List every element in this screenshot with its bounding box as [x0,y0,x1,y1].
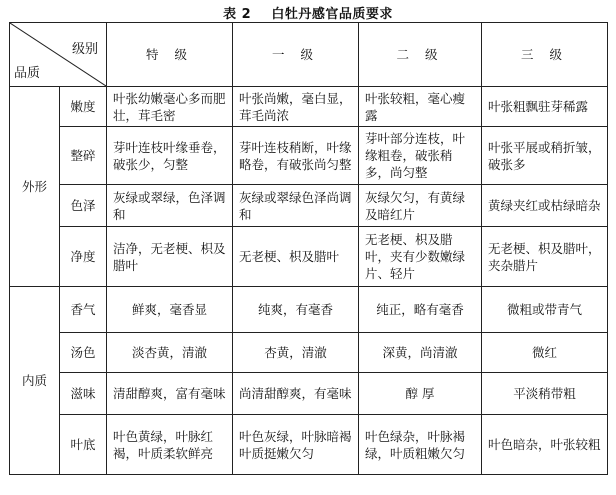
table-cell: 平淡稍带粗 [482,373,608,415]
table-cell: 醇 厚 [359,373,482,415]
grade-header-special: 特 级 [107,23,233,87]
table-cell: 清甜醇爽，富有毫味 [107,373,233,415]
table-cell: 微粗或带青气 [482,287,608,333]
attribute-infused-leaf: 叶底 [60,415,107,475]
attribute-liquor-color: 汤色 [60,333,107,373]
table-row [10,333,608,373]
table-cell: 纯正，略有毫香 [359,287,482,333]
grade-header-second: 二 级 [359,23,482,87]
table-cell: 叶张尚嫩，毫白显，茸毛尚浓 [233,87,359,127]
header-row [10,23,608,87]
attribute-aroma: 香气 [60,287,107,333]
table-row [10,127,608,185]
table-cell: 灰绿欠匀，有黄绿及暗红片 [359,185,482,227]
table-cell: 叶张幼嫩毫心多而肥壮，茸毛密 [107,87,233,127]
table-cell: 黄绿夹红或枯绿暗杂 [482,185,608,227]
table-cell: 叶张较粗，毫心瘦露 [359,87,482,127]
attribute-tenderness: 嫩度 [60,87,107,127]
corner-label-quality: 品质 [14,66,41,81]
table-cell: 微红 [482,333,608,373]
table-cell: 尚清甜醇爽，有毫味 [233,373,359,415]
table-cell: 深黄，尚清澈 [359,333,482,373]
table-cell: 芽叶连枝稍断，叶缘略卷，有破张尚匀整 [233,127,359,185]
tea-quality-table [9,22,608,475]
attribute-cleanliness: 净度 [60,227,107,287]
table-cell: 叶张粗飘驻芽稀露 [482,87,608,127]
table-caption: 表 2 白牡丹感官品质要求 [223,7,393,22]
table-cell: 纯爽，有毫香 [233,287,359,333]
table-cell: 灰绿或翠绿，色泽调和 [107,185,233,227]
corner-label-grade: 级别 [71,42,98,57]
table-cell: 叶色绿杂，叶脉褐绿，叶质粗嫩欠匀 [359,415,482,475]
table-cell: 淡杏黄，清澈 [107,333,233,373]
table-cell: 芽叶部分连枝，叶缘粗卷，破张稍多，尚匀整 [359,127,482,185]
table-cell: 芽叶连枝叶缘垂卷，破张少，匀整 [107,127,233,185]
table-row [10,227,608,287]
table-cell: 杏黄，清澈 [233,333,359,373]
table-cell: 叶张平展或稍折皱，破张多 [482,127,608,185]
attribute-taste: 滋味 [60,373,107,415]
corner-header [10,23,107,87]
table-row [10,415,608,475]
table-row [10,185,608,227]
table-cell: 叶色灰绿，叶脉暗褐叶质挺嫩欠匀 [233,415,359,475]
grade-header-third: 三 级 [482,23,608,87]
table-cell: 无老梗、枳及腊叶，夹杂腊片 [482,227,608,287]
attribute-color: 色泽 [60,185,107,227]
grade-header-first: 一 级 [233,23,359,87]
category-appearance: 外形 [10,87,60,287]
table-cell: 叶色暗杂，叶张较粗 [482,415,608,475]
table-cell: 叶色黄绿，叶脉红褐，叶质柔软鲜亮 [107,415,233,475]
table-row [10,287,608,333]
table-row [10,373,608,415]
table-row [10,87,608,127]
table-cell: 无老梗、枳及腊叶 [233,227,359,287]
attribute-evenness: 整碎 [60,127,107,185]
table-cell: 鲜爽，毫香显 [107,287,233,333]
table-cell: 洁净，无老梗、枳及腊叶 [107,227,233,287]
table-cell: 无老梗、枳及腊叶，夹有少数嫩绿片、轻片 [359,227,482,287]
table-cell: 灰绿或翠绿色泽尚调和 [233,185,359,227]
category-internal-quality: 内质 [10,287,60,475]
